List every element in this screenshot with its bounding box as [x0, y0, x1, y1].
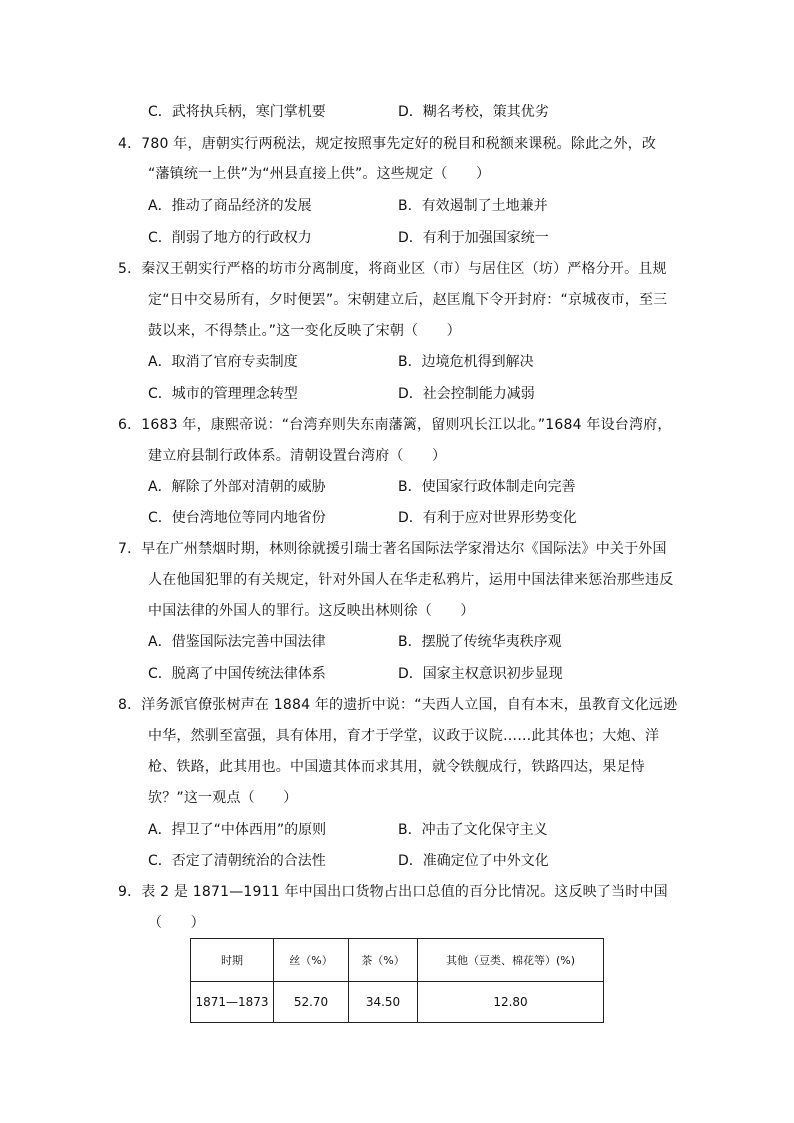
q7-option-b: B．摆脱了传统华夷秩序观 — [398, 634, 562, 650]
q5-option-b: B．边境危机得到解决 — [398, 354, 534, 370]
q8-option-c: C．否定了清朝统治的合法性 — [148, 853, 326, 869]
table-cell: 12.80 — [418, 982, 604, 1023]
q5-stem-line-3: 鼓以来，不得禁止。”这一变化反映了宋朝（ ） — [148, 323, 461, 339]
table-header-cell: 时期 — [191, 939, 274, 982]
table-header-cell: 其他（豆类、棉花等）(%) — [418, 939, 604, 982]
q8-stem-line-2: 中华，然驯至富强，具有体用，育才于学堂，议政于议院……此其体也；大炮、洋 — [148, 728, 660, 744]
table-header-row — [191, 939, 604, 982]
q4-option-a: A．推动了商品经济的发展 — [148, 198, 312, 214]
q5-option-d: D．社会控制能力减弱 — [398, 386, 535, 402]
q3-option-d: D．糊名考校，策其优劣 — [398, 104, 549, 120]
q5-option-a: A．取消了官府专卖制度 — [148, 354, 298, 370]
table-header-cell: 茶（%） — [349, 939, 418, 982]
table-cell: 1871—1873 — [191, 982, 274, 1023]
q8-option-a: A．捍卫了“中体西用”的原则 — [148, 822, 327, 838]
q3-option-c: C．武将执兵柄，寒门掌机要 — [148, 104, 326, 120]
q8-stem-line-1: 8．洋务派官僚张树声在 1884 年的遗折中说：“夫西人立国，自有本末，虽教育文化远逊 — [118, 697, 678, 713]
q5-stem-line-2: 定“日中交易所有，夕时便罢”。宋朝建立后，赵匡胤下令开封府：“京城夜市，至三 — [148, 292, 668, 308]
q6-option-d: D．有利于应对世界形势变化 — [398, 510, 577, 526]
q6-stem-line-2: 建立府县制行政体系。清朝设置台湾府（ ） — [148, 448, 447, 464]
q8-stem-line-4: 欤？”这一观点（ ） — [148, 790, 298, 806]
q8-option-b: B．冲击了文化保守主义 — [398, 822, 548, 838]
q9-stem-line-1: 9．表 2 是 1871—1911 年中国出口货物占出口总值的百分比情况。这反映了当时中国 — [118, 884, 668, 900]
q4-option-d: D．有利于加强国家统一 — [398, 230, 549, 246]
q6-option-a: A．解除了外部对清朝的威胁 — [148, 479, 326, 495]
q4-option-c: C．削弱了地方的行政权力 — [148, 230, 312, 246]
q8-stem-line-3: 枪、铁路，此其用也。中国遗其体而求其用，就令铁舰成行，铁路四达，果足恃 — [148, 759, 645, 775]
q8-option-d: D．准确定位了中外文化 — [398, 853, 549, 869]
table-cell: 52.70 — [274, 982, 349, 1023]
q7-stem-line-2: 人在他国犯罪的有关规定，针对外国人在华走私鸦片，运用中国法律来惩治那些违反 — [148, 572, 674, 588]
table-header-cell: 丝（%） — [274, 939, 349, 982]
table-row — [191, 982, 604, 1023]
q7-stem-line-3: 中国法律的外国人的罪行。这反映出林则徐（ ） — [148, 603, 475, 619]
q6-stem-line-1: 6．1683 年，康熙帝说：“台湾弃则失东南藩篱，留则巩长江以北。”1684 年设台湾府， — [118, 417, 672, 433]
q7-option-a: A．借鉴国际法完善中国法律 — [148, 634, 326, 650]
q6-option-b: B．使国家行政体制走向完善 — [398, 479, 576, 495]
q4-stem-line-2: “藩镇统一上供”为“州县直接上供”。这些规定（ ） — [148, 166, 491, 182]
export-share-table — [190, 938, 604, 1023]
q7-stem-line-1: 7．早在广州禁烟时期，林则徐就援引瑞士著名国际法学家滑达尔《国际法》中关于外国 — [118, 541, 667, 557]
table-cell: 34.50 — [349, 982, 418, 1023]
q7-option-c: C．脱离了中国传统法律体系 — [148, 666, 326, 682]
q4-option-b: B．有效遏制了土地兼并 — [398, 198, 548, 214]
q9-stem-line-2: （ ） — [148, 915, 205, 931]
q5-option-c: C．城市的管理理念转型 — [148, 386, 298, 402]
q4-stem-line-1: 4．780 年，唐朝实行两税法，规定按照事先定好的税目和税额来课税。除此之外，改 — [118, 136, 657, 152]
q7-option-d: D．国家主权意识初步显现 — [398, 666, 563, 682]
q6-option-c: C．使台湾地位等同内地省份 — [148, 510, 326, 526]
q5-stem-line-1: 5．秦汉王朝实行严格的坊市分离制度，将商业区（市）与居住区（坊）严格分开。且规 — [118, 261, 667, 277]
